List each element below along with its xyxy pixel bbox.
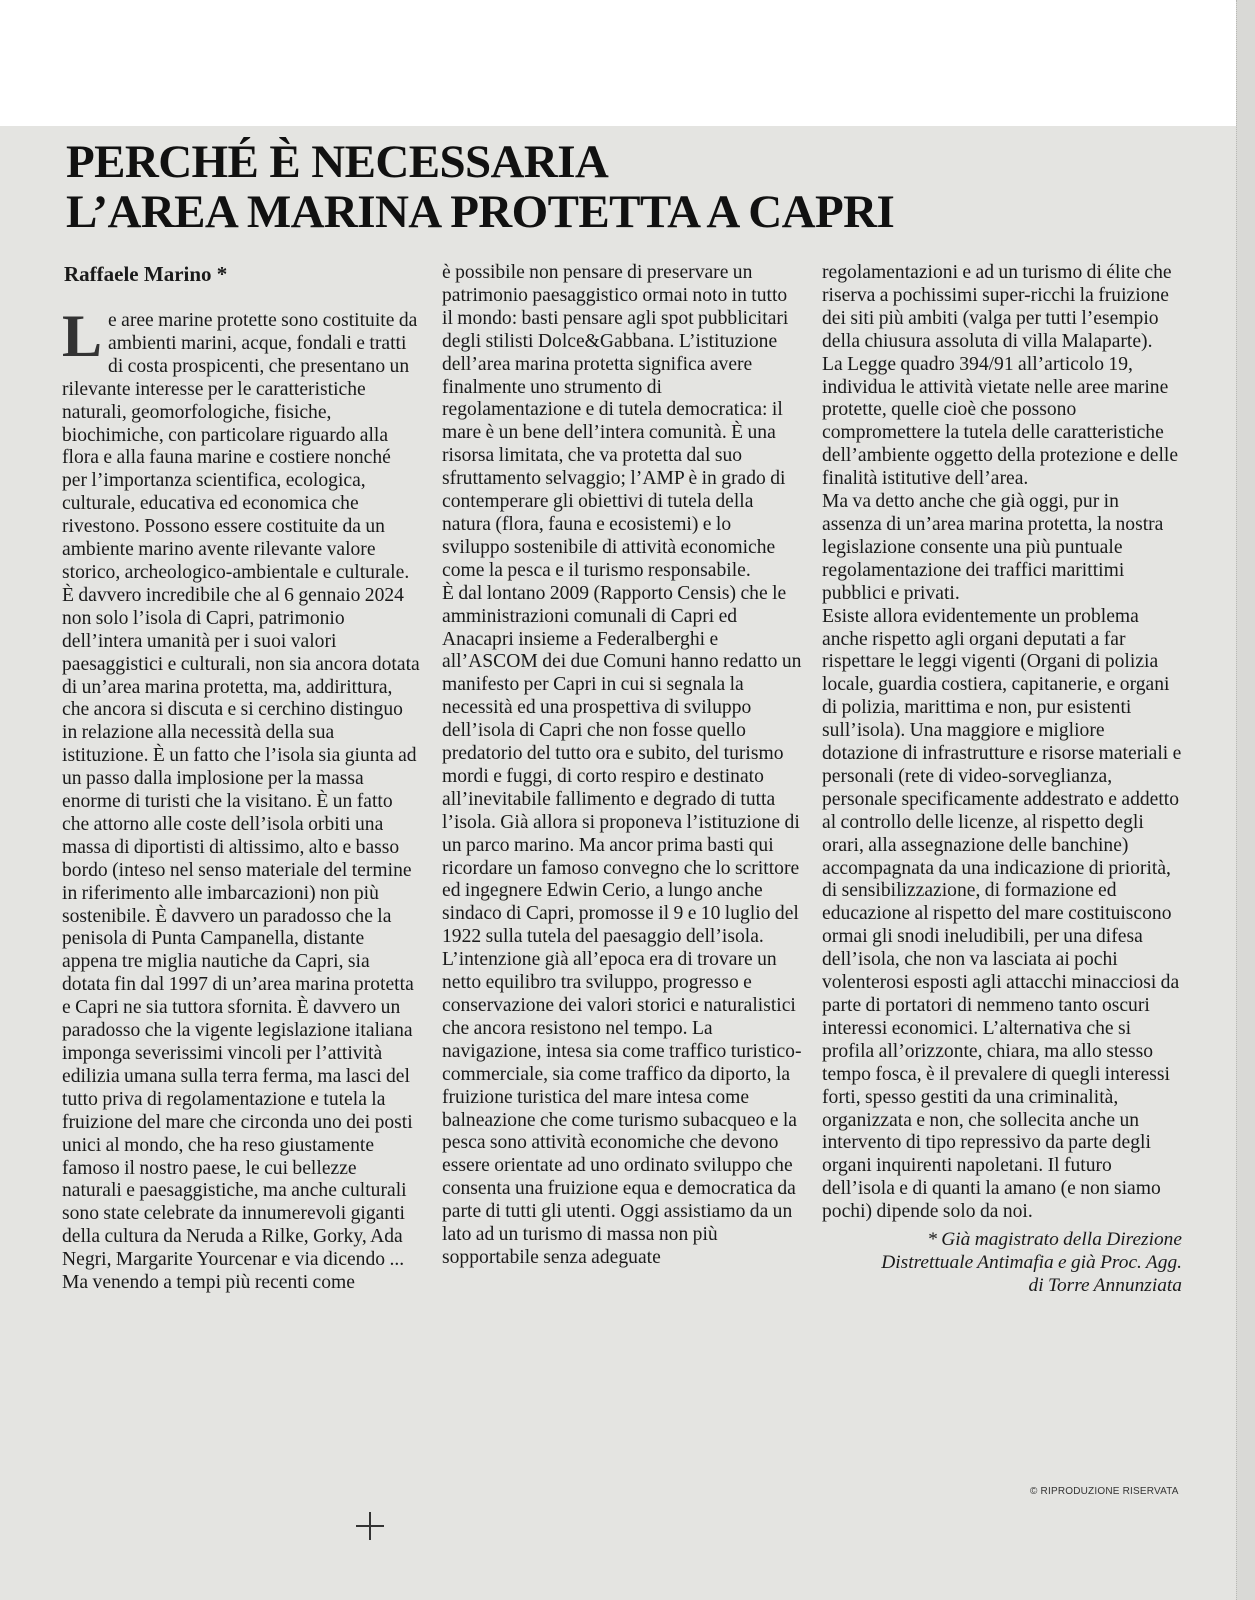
footnote-line: Distrettuale Antimafia e già Proc. Agg. [881, 1252, 1182, 1274]
headline-line-2: L’AREA MARINA PROTETTA A CAPRI [66, 186, 895, 238]
headline-line-1: PERCHÉ È NECESSARIA [66, 136, 609, 188]
author-footnote [822, 1228, 1182, 1297]
paragraph: Ma venendo a tempi più recenti come [62, 1272, 355, 1294]
copyright-notice: © RIPRODUZIONE RISERVATA [1030, 1486, 1179, 1497]
registration-mark-icon [356, 1512, 384, 1540]
adjacent-page-edge [1236, 0, 1255, 1600]
column-1-text: e aree marine protette sono costituite da ambienti marini, acque, fondali e tratti di costa prospicenti, che presentano un rilevante interesse per le caratteristiche naturali, geomorfologiche, fisiche, biochimiche, con particolare riguardo alla flora e alla fauna marine e costiere nonché per l’importanza scientifica, ecologica, culturale, educativa ed economica che rivestono. Possono essere costituite da un ambiente marino avente rilevante valore storico, archeologico-ambientale e culturale. È davvero incredibile che al 6 gennaio 2024 non solo l’isola di Capri, patrimonio dell’intera umanità per i suoi valori paesaggistici e culturali, non sia ancora dotata di un’area marina protetta, ma, addirittura, che ancora si discuta e si cerchino distinguo in relazione alla necessità della sua istituzione. È un fatto che l’isola sia giunta ad un passo dalla implosione per la massa enorme di turisti che la visitano. È un fatto che attorno alle coste dell’isola orbiti una massa di diportisti di altissimo, alto e basso bordo (inteso nel senso materiale del termine in riferimento alle imbarcazioni) non più sostenibile. È davvero un paradosso che la penisola di Punta Campanella, distante appena tre miglia nautiche da Capri, sia dotata fin dal 1997 di un’area marina protetta e Capri ne sia tuttora sfornita. È davvero un paradosso che la vigente legislazione italiana imponga severissimi vincoli per l’attività edilizia umana sulla terra ferma, ma lasci del tutto priva di regolamentazione e tutela la fruizione del mare che circonda uno dei posti unici al mondo, che ha reso giustamente famoso il nostro paese, le cui bellezze naturali e paesaggistiche, ma anche culturali sono state celebrate da innumerevoli giganti della cultura da Neruda a Rilke, Gorky, Ada Negri, Margarite Yourcenar e via dicendo ... [62, 310, 420, 1271]
paragraph: La Legge quadro 394/91 all’articolo 19, individua le attività vietate nelle aree marine protette, quelle cioè che possono compromettere la tutela delle caratteristiche dell’ambiente oggetto della protezione e delle finalità istitutive dell’area. [822, 353, 1179, 490]
paragraph: regolamentazioni e ad un turismo di élite che riserva a pochissimi super-ricchi la fruizione dei siti più ambiti (valga per tutti l’esempio della chiusura assoluta di villa Malaparte). [822, 262, 1172, 352]
byline: Raffaele Marino * [64, 262, 228, 286]
paragraph: È dal lontano 2009 (Rapporto Censis) che le amministrazioni comunali di Capri ed Anacapri insieme a Federalberghi e all’ASCOM dei due Comuni hanno redatto un manifesto per Capri in cui si segnala la necessità ed una prospettiva di sviluppo dell’isola di Capri che non fosse quello predatorio del tutto ora e subito, del turismo mordi e fuggi, di corto respiro e destinato all’inevitabile fallimento e degrado di tutta l’isola. Già allora si proponeva l’istituzione di un parco marino. Ma ancor prima basti qui ricordare un famoso convegno che lo scrittore ed ingegnere Edwin Cerio, a lungo anche sindaco di Capri, promosse il 9 e 10 luglio del 1922 sulla tutela del paesaggio dell’isola. [442, 582, 802, 948]
column-2 [442, 262, 802, 1270]
column-1 [62, 303, 420, 1295]
headline [66, 137, 894, 237]
paragraph [62, 303, 420, 1272]
paragraph: è possibile non pensare di preservare un patrimonio paesaggistico ormai noto in tutto il mondo: basti pensare agli spot pubblicitari degli stilisti Dolce&Gabbana. L’istituzione dell’area marina protetta significa avere finalmente uno strumento di regolamentazione e di tutela democratica: il mare è un bene dell’intera comunità. È una risorsa limitata, che va protetta dal suo sfruttamento selvaggio; l’AMP è in grado di contemperare gli obiettivi di tutela della natura (flora, fauna e ecosistemi) e lo sviluppo sostenibile di attività economiche come la pesca e il turismo responsabile. [442, 262, 789, 581]
footnote-line: * Già magistrato della Direzione [927, 1229, 1182, 1251]
footnote-line: di Torre Annunziata [1028, 1275, 1182, 1297]
paragraph: Ma va detto anche che già oggi, pur in assenza di un’area marina protetta, la nostra legislazione consente una più puntuale regolamentazione dei traffici marittimi pubblici e privati. [822, 491, 1164, 604]
paragraph: L’intenzione già all’epoca era di trovare un netto equilibro tra sviluppo, progresso e conservazione dei valori storici e naturalistici che ancora resistono nel tempo. La navigazione, intesa sia come traffico turistico-commerciale, sia come traffico da diporto, la fruizione turistica del mare intesa come balneazione che come turismo subacqueo e la pesca sono attività economiche che devono essere orientate ad uno ordinato sviluppo che consenta una fruizione equa e democratica da parte di tutti gli utenti. Oggi assistiamo da un lato ad un turismo di massa non più sopportabile senza adeguate [442, 949, 802, 1268]
paragraph: Esiste allora evidentemente un problema anche rispetto agli organi deputati a far rispettare le leggi vigenti (Organi di polizia locale, guardia costiera, capitanerie, e organi di polizia, marittima e non, pur esistenti sull’isola). Una maggiore e migliore dotazione di infrastrutture e risorse materiali e personali (rete di video-sorveglianza, personale specificamente addestrato e addetto al controllo delle licenze, al rispetto degli orari, alla assegnazione delle banchine) accompagnata da una indicazione di priorità, di sensibilizzazione, di formazione ed educazione al rispetto del mare costituiscono ormai gli snodi ineludibili, per una difesa dell’isola, che non va lasciata ai pochi volenterosi esposti agli attacchi minacciosi da parte di portatori di nemmeno tanto oscuri interessi economici. L’alternativa che si profila all’orizzonte, chiara, ma allo stesso tempo fosca, è il prevalere di quegli interessi forti, spesso gestiti da una criminalità, organizzata e non, che sollecita anche un intervento di tipo repressivo da parte degli organi inquirenti napoletani. Il futuro dell’isola e di quanti la amano (e non siamo pochi) dipende solo da noi. [822, 605, 1182, 1223]
column-3 [822, 262, 1182, 1297]
drop-cap: L [62, 303, 103, 369]
